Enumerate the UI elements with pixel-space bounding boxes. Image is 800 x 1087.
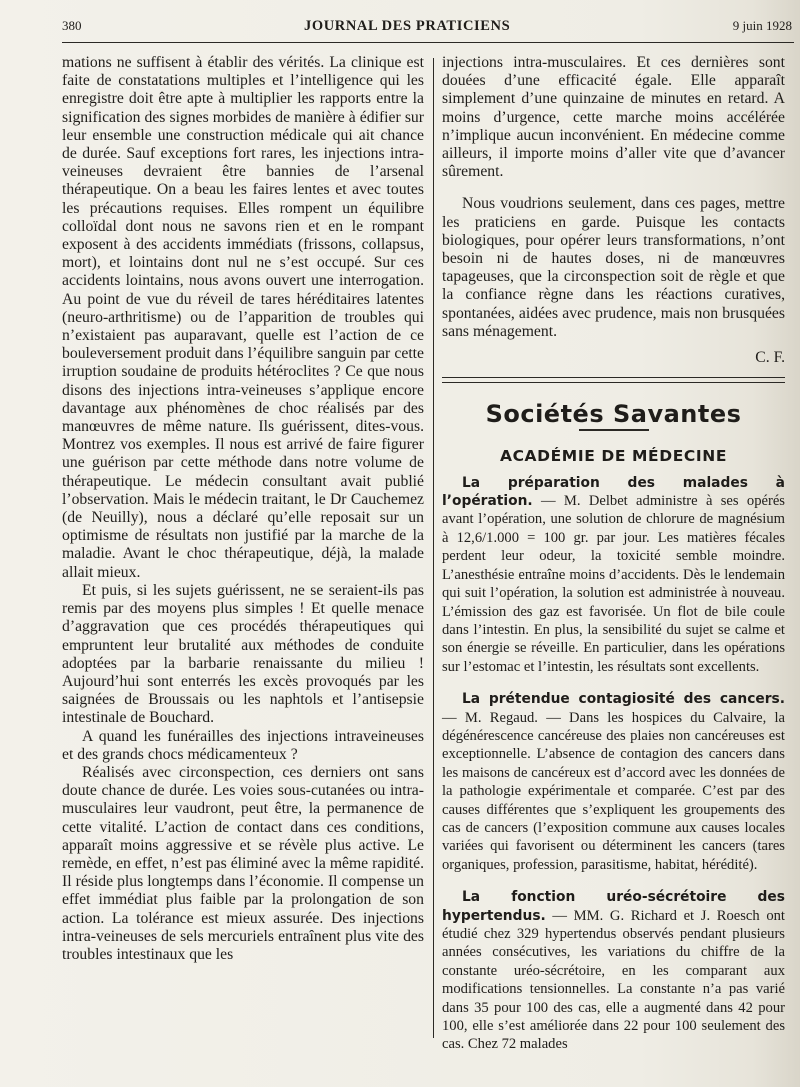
article-title: La fonction uréo-sécrétoire des hypertendus. (442, 889, 785, 924)
paragraph: mations ne suffisent à établir des vérités. La clinique est faite de constatations multiples et l’intelligence qui les enregistre doit être apte à multiplier les rapports entre la signification des signes morbides de manière à édifier sur leur ensemble une construction médicale qui ait chance de durée. Sauf exceptions fort rares, les injections intra-veineuses devraient être bannies de l’arsenal thérapeutique. On a beau les faires lentes et avec toutes les précautions requises. Elles rompent un équilibre colloïdal dont nous ne savons rien et en le rompant exposent à des accidents immédiats (frissons, collapsus, mort), et lointains dont nul ne s’est occupé. Sur ces accidents lointains, nous avons ouvert une interrogation. Au point de vue du réveil de tares héréditaires latentes (neuro-arthritisme) ou de l’apparition de troubles qui n’existaient pas auparavant, quelle est l’action de ce bouleversement produit dans l’équilibre sanguin par cette irruption soudaine de produits hétéroclites ? Ce que nous disons des injections intra-veineuses s’applique encore davantage aux phénomènes de choc réalisés par des manœuvres de même nature. Ils guérissent, dites-vous. Montrez vos exemples. Il nous est arrivé de faire figurer une guérison par cette méthode dans notre volume de thérapeutique. Le médecin consultant avait publié l’observation. Mais le médecin traitant, le Dr Cauchemez (de Neuilly), nous a déclaré qu’elle reposait sur un optimisme de résultats non justifié par la marche de la maladie. Avant le choc thérapeutique, déjà, la malade allait mieux. (62, 54, 424, 581)
subsection-title: ACADÉMIE DE MÉDECINE (499, 447, 728, 466)
paragraph: Réalisés avec circonspection, ces derniers ont sans doute chance de durée. Les voies sous-cutanées ou intra-musculaires leur vaudront, peut être, la permanence de cette vitalité. L’action de contact dans ces conditions, apparaît moins aggressive et se révèle plus active. Le remède, en effet, n’est pas éliminé avec la même rapidité. Il réside plus longtemps dans l’économie. Il compense un effet immédiat plus faible par la prolongation de son action. La tolérance est mieux assurée. Des injections intra-veineuses de sels mercuriels entraînent plus vite des troubles intestinaux que les (62, 763, 424, 963)
right-column (442, 54, 785, 1054)
paragraph: injections intra-musculaires. Et ces dernières sont douées d’une efficacité égale. Elle apparaît simplement d’une quinzaine de minutes en retard. A moins d’urgence, cette marche moins accélérée n’implique aucun inconvénient. En médecine comme ailleurs, il importe moins d’aller vite que d’avancer sûrement. (442, 54, 785, 181)
running-head (62, 18, 792, 40)
article-text: — M. Delbet administre à ses opérés avant l’opération, une solution de chlorure de magnésium à 12,6/1.000 = 100 gr. par jour. Les matières fécales perdent leur odeur, la toxicité semble moindre. L’anesthésie entraîne moins d’accidents. Dès le lendemain qui suit l’opération, la solution est administrée à nouveau. L’émission des gaz est favorisée. Un flot de bile coule dans l’intestin. En plus, la sensibilité du sujet se calme et son énergie se réveille. En particulier, dans les opérations sur l’estomac et l’intestin, les résultats sont excellents. (442, 493, 785, 675)
article-text: — M. Regaud. — Dans les hospices du Calvaire, la dégénérescence cancéreuse des plaies non cancéreuses est exceptionnelle. L’absence de contagion des cancers dans les maisons de cancéreux est d’accord avec les données de la pathologie expérimentale et comparée. C’est par des causes différentes que s’expliquent les groupements des cas de cancers (l’exposition commune aux causes locales variées qui favorisent ou déterminent les cancers (tares organiques, profession, parasitisme, habitat, hérédité). (442, 709, 785, 873)
header-rule (62, 42, 794, 43)
article (442, 474, 785, 676)
page-number: 380 (62, 18, 82, 33)
paragraph: Nous voudrions seulement, dans ces pages, mettre les praticiens en garde. Puisque les contacts biologiques, pour opérer leurs transformations, n’ont besoin ni de hautes doses, ni de manœuvres tapageuses, que la circonspection soit de règle et que la confiance règne dans les réactions curatives, spontanées, aidées avec prudence, mais non brusquées sans ménagement. (442, 195, 785, 340)
author-signature: C. F. (755, 349, 785, 367)
article-text: — MM. G. Richard et J. Roesch ont étudié chez 329 hypertendus observés pendant plusieurs années consécutives, les variations du chiffre de la constante uréo-sécrétoire, en les comparant aux modifications tensionnelles. La constante n’a pas varié dans 35 pour 100 des cas, elle a augmenté dans 42 pour 100, elle s’est améliorée dans 22 pour 100 seulement des cas. Chez 72 malades (442, 907, 785, 1053)
article (442, 690, 785, 874)
article (442, 888, 785, 1054)
article-title: La préparation des malades à l’opération. (442, 474, 785, 510)
left-column (62, 54, 424, 964)
column-divider (433, 58, 434, 1038)
section-title-underline (579, 429, 649, 431)
paragraph: A quand les funérailles des injections intraveineuses et des grands chocs médicamenteux ? (62, 727, 424, 763)
paragraph: Et puis, si les sujets guérissent, ne se seraient-ils pas remis par des moyens plus simples ! Et quelle menace d’aggravation que ces procédés thérapeutiques qui empruntent leur brutalité aux méthodes de conduite adoptées par la barbarie renaissante du milieu ! Aujourd’hui sont enterrés les excès provoqués par les saignées de Broussais ou les naphtols et l’antisepsie intestinale de Bouchard. (62, 581, 424, 727)
article-title: La prétendue contagiosité des cancers. (462, 691, 785, 708)
journal-title: JOURNAL DES PRATICIENS (303, 18, 511, 34)
section-separator (442, 377, 785, 383)
issue-date: 9 juin 1928 (732, 18, 792, 33)
section-title: Sociétés Savantes (485, 400, 742, 429)
